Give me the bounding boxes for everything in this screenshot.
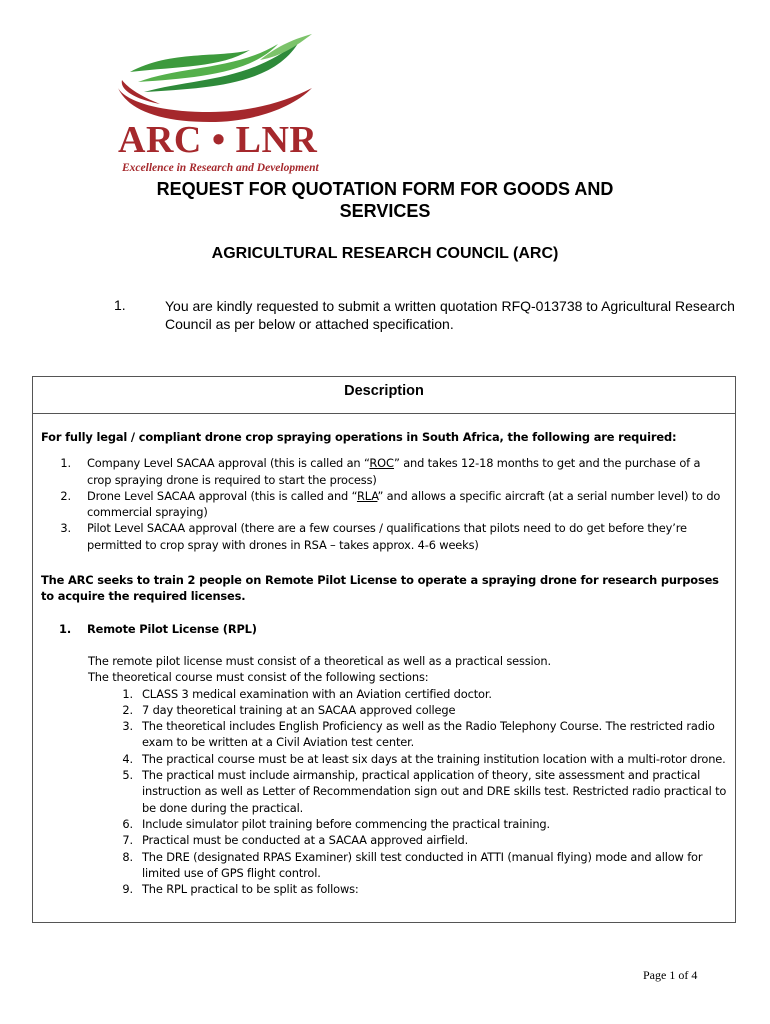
course-item-number: 8.	[122, 849, 133, 864]
page-title	[0, 178, 770, 222]
course-item-number: 5.	[122, 768, 133, 783]
course-item-text: The practical course must be at least six days at the training institution location with a multi-rotor drone.	[142, 751, 726, 766]
requirement-text	[87, 455, 727, 488]
course-item-number: 9.	[122, 882, 133, 897]
course-item-number: 1.	[122, 686, 133, 701]
description-header: Description	[33, 377, 735, 414]
training-statement: The ARC seeks to train 2 people on Remote Pilot License to operate a spraying drone for research purposes to acquire the required licenses.	[41, 573, 719, 604]
course-item-text: The RPL practical to be split as follows:	[142, 882, 359, 897]
intro-number: 1.	[114, 297, 126, 313]
requirement-item	[41, 488, 727, 521]
course-item	[41, 881, 727, 897]
course-item	[41, 702, 727, 718]
requirement-text	[87, 520, 727, 553]
course-item	[41, 816, 727, 832]
requirement-abbreviation: RLA	[356, 488, 378, 503]
course-item-text: The practical must include airmanship, practical application of theory, site assessment and practical instruction as well as Letter of Recommendation sign out and DRE skills test. Restricted radio practical to be done during the practical.	[142, 768, 727, 815]
course-item-number: 6.	[122, 816, 133, 831]
requirement-abbreviation: ROC	[369, 456, 394, 471]
requirements-list	[41, 455, 727, 553]
requirement-text	[87, 488, 727, 521]
course-item-text: CLASS 3 medical examination with an Aviation certified doctor.	[142, 686, 492, 701]
section-intro-line-1: The remote pilot license must consist of a theoretical as well as a practical session.	[88, 653, 551, 668]
logo-wordmark: ARC • LNR	[118, 119, 318, 161]
requirement-text-pre: Pilot Level SACAA approval (there are a few courses / qualifications that pilots need to do get before they’re permitted to crop spray with drones in RSA – takes approx. 4-6 weeks)	[87, 521, 687, 552]
description-body	[33, 429, 735, 897]
requirement-text-post: ” and takes 12-18 months to get and the purchase of a crop spraying drone is required to start the process)	[87, 456, 701, 487]
section-title: Remote Pilot License (RPL)	[87, 621, 257, 636]
description-table	[32, 376, 736, 923]
requirement-item	[41, 455, 727, 488]
course-item-number: 7.	[122, 833, 133, 848]
course-item-text: 7 day theoretical training at an SACAA approved college	[142, 702, 456, 717]
course-item	[41, 767, 727, 816]
requirement-number: 2.	[60, 488, 71, 503]
course-item	[41, 849, 727, 882]
course-item-text: Include simulator pilot training before commencing the practical training.	[142, 816, 550, 831]
course-item	[41, 751, 727, 767]
requirements-heading: For fully legal / compliant drone crop spraying operations in South Africa, the following are required:	[41, 430, 677, 444]
section-intro-line-2: The theoretical course must consist of the following sections:	[88, 670, 429, 685]
requirement-number: 1.	[60, 456, 71, 471]
course-item-text: Practical must be conducted at a SACAA approved airfield.	[142, 833, 469, 848]
page-title-text: REQUEST FOR QUOTATION FORM FOR GOODS AND SERVICES	[156, 179, 614, 221]
requirement-item	[41, 520, 727, 553]
requirement-text-pre: Drone Level SACAA approval (this is called and “	[87, 488, 357, 503]
course-item	[41, 832, 727, 848]
section-heading	[41, 621, 727, 637]
course-item	[41, 686, 727, 702]
requirement-number: 3.	[60, 521, 71, 536]
course-item-text: The DRE (designated RPAS Examiner) skill test conducted in ATTI (manual flying) mode and allow for limited use of GPS flight control.	[142, 849, 703, 880]
requirement-text-post: ” and allows a specific aircraft (at a serial number level) to do commercial spraying)	[87, 488, 721, 520]
course-item-text: The theoretical includes English Proficiency as well as the Radio Telephony Course. The restricted radio exam to be written at a Civil Aviation test center.	[142, 719, 715, 750]
course-item-number: 2.	[122, 702, 133, 717]
course-item-number: 3.	[122, 719, 133, 734]
course-items-list	[41, 686, 727, 898]
intro-text: You are kindly requested to submit a written quotation RFQ-013738 to Agricultural Research Council as per below or attached specification.	[165, 298, 735, 332]
course-item-number: 4.	[122, 751, 133, 766]
page-number: Page 1 of 4	[643, 968, 698, 982]
page-subtitle: AGRICULTURAL RESEARCH COUNCIL (ARC)	[211, 245, 559, 262]
section-number: 1.	[59, 621, 71, 636]
course-item	[41, 718, 727, 751]
logo-tagline: Excellence in Research and Development	[122, 162, 319, 174]
requirement-text-pre: Company Level SACAA approval (this is called an “	[87, 456, 370, 471]
